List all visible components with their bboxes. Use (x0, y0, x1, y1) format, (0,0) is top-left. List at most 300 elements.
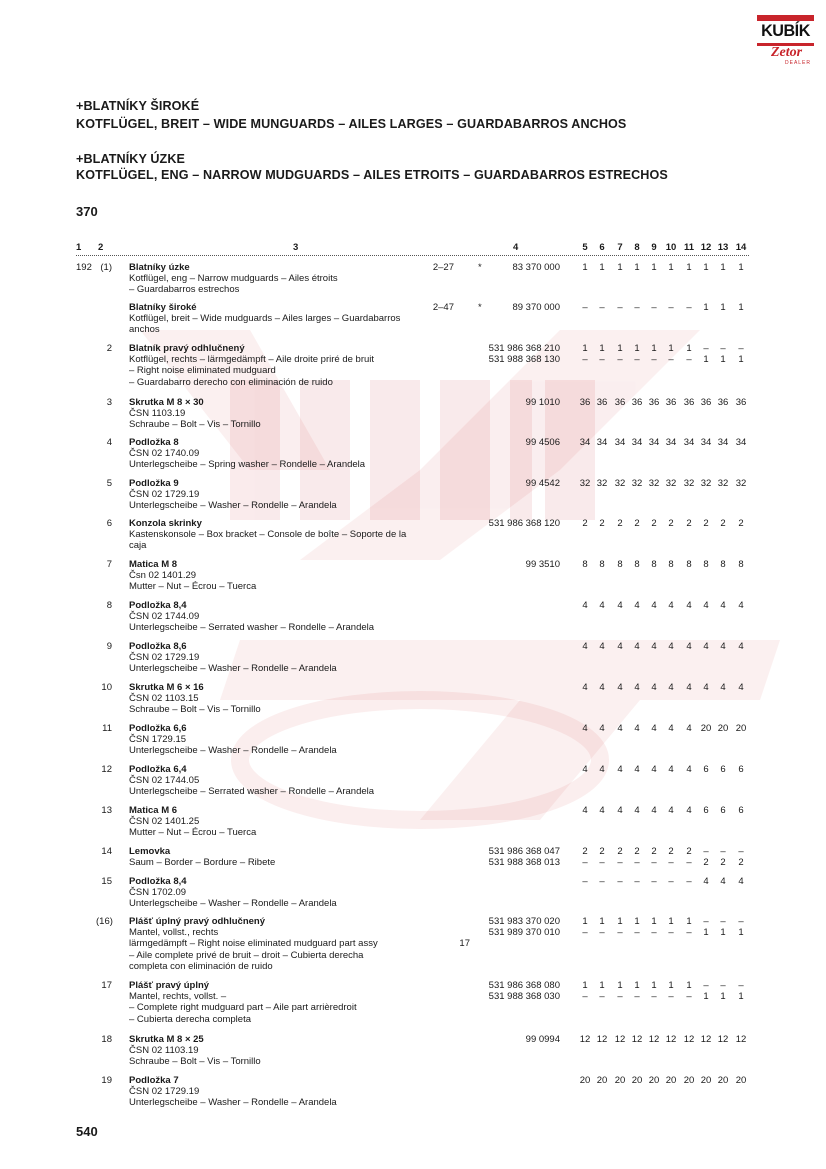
quantity-cell: 1 (599, 262, 605, 273)
quantity-cell: 34 (665, 437, 677, 448)
quantity-cell: – (599, 857, 605, 869)
quantity-cell: 4 (582, 805, 588, 816)
part-number-line: 99 1010 (525, 397, 560, 408)
part-number (458, 980, 560, 1002)
quantity-cell: 4 (651, 723, 657, 734)
quantity-cell: 1 (738, 927, 744, 939)
quantity-cell: – (582, 991, 588, 1003)
part-description-line: – Guardabarros estrechos (129, 284, 240, 296)
part-description-line: ČSN 02 1401.25 (129, 816, 200, 828)
quantity-cell: 34 (700, 437, 712, 448)
quantity-cell: 1 (686, 916, 692, 927)
quantity-cell: 36 (631, 397, 643, 408)
quantity-cell: 2 (668, 518, 674, 529)
quantity-line (576, 723, 752, 734)
quantity-cell: 2 (720, 518, 726, 529)
quantity-cell: – (686, 302, 692, 313)
row-position: 19 (101, 1075, 112, 1086)
part-number (458, 343, 560, 365)
row-position: 13 (101, 805, 112, 816)
quantity-cell: 6 (720, 764, 726, 775)
quantity-line (576, 559, 752, 570)
quantity-cell: 2 (738, 857, 744, 869)
title-line-1: +BLATNÍKY ŠIROKÉ (76, 99, 200, 113)
part-description-line: ČSN 02 1103.19 (129, 1045, 199, 1057)
quantity-cell: 2 (651, 518, 657, 529)
row-description (129, 397, 467, 431)
part-number-line: 531 988 368 130 (488, 354, 560, 366)
quantity-cell: 4 (703, 600, 709, 611)
quantity-cell: 8 (599, 559, 605, 570)
row-position: 17 (101, 980, 112, 991)
row-quantities (576, 916, 752, 938)
part-description-line: Unterlegscheibe – Serrated washer – Rondelle – Arandela (129, 622, 375, 634)
quantity-cell: – (720, 343, 726, 354)
quantity-cell: 34 (579, 437, 591, 448)
quantity-cell: 4 (634, 641, 640, 652)
quantity-cell: – (738, 343, 744, 354)
part-description-line: Unterlegscheibe – Spring washer – Rondelle – Arandela (129, 459, 366, 471)
part-name: Skrutka M 6 × 16 (129, 682, 204, 693)
quantity-cell: 12 (700, 1034, 712, 1045)
quantity-cell: 4 (738, 600, 744, 611)
quantity-cell: 2 (582, 846, 588, 857)
quantity-cell: 8 (703, 559, 709, 570)
quantity-cell: 4 (634, 764, 640, 775)
quantity-cell: 1 (668, 262, 674, 273)
row-description (129, 641, 467, 675)
part-name: Plášť pravý úplný (129, 980, 210, 991)
quantity-cell: – (738, 916, 744, 927)
part-name: Podložka 6,6 (129, 723, 187, 734)
row-position: 10 (101, 682, 112, 693)
row-quantities (576, 518, 752, 529)
quantity-cell: 1 (703, 927, 709, 939)
row-description (129, 343, 467, 388)
quantity-line (576, 857, 752, 868)
quantity-line (576, 397, 752, 408)
quantity-cell: 8 (720, 559, 726, 570)
row-quantities (576, 559, 752, 570)
quantity-cell: – (599, 354, 605, 366)
quantity-cell: 2 (599, 518, 605, 529)
quantity-cell: 20 (700, 1075, 712, 1086)
part-description-line: Mutter – Nut – Écrou – Tuerca (129, 827, 257, 839)
quantity-cell: 4 (599, 723, 605, 734)
quantity-cell: 4 (599, 764, 605, 775)
logo-dealer: DEALER (785, 60, 812, 66)
part-number (458, 1034, 560, 1045)
quantity-cell: – (634, 927, 640, 939)
quantity-cell: 1 (703, 354, 709, 366)
row-quantities (576, 1034, 752, 1045)
qty-header-12: 12 (700, 242, 712, 253)
part-description-line: anchos (129, 324, 160, 336)
row-quantities (576, 302, 752, 313)
quantity-cell: 4 (634, 600, 640, 611)
quantity-cell: 1 (582, 262, 588, 273)
title-line-4: KOTFLÜGEL, ENG – NARROW MUDGUARDS – AILES ETROITS – GUARDABARROS ESTRECHOS (76, 168, 668, 182)
quantity-cell: – (651, 876, 657, 887)
quantity-cell: 36 (648, 397, 660, 408)
quantity-cell: 1 (651, 980, 657, 991)
quantity-cell: – (668, 876, 674, 887)
qty-header-11: 11 (683, 242, 695, 253)
quantity-cell: 8 (668, 559, 674, 570)
quantity-cell: – (686, 991, 692, 1003)
row-note: 2–27 (432, 262, 454, 273)
quantity-cell: 34 (717, 437, 729, 448)
quantity-cell: 4 (582, 600, 588, 611)
part-description-line: Unterlegscheibe – Washer – Rondelle – Arandela (129, 898, 337, 910)
quantity-cell: 4 (668, 805, 674, 816)
row-quantities (576, 876, 752, 887)
quantity-cell: 12 (683, 1034, 695, 1045)
quantity-cell: 2 (617, 846, 623, 857)
quantity-cell: 4 (738, 641, 744, 652)
quantity-cell: – (703, 980, 709, 991)
quantity-cell: 4 (617, 600, 623, 611)
quantity-cell: – (599, 302, 605, 313)
page-number: 540 (76, 1124, 98, 1139)
row-quantities (576, 980, 752, 1002)
part-number-line: 531 986 368 210 (488, 343, 560, 354)
part-name: Matica M 8 (129, 559, 178, 570)
part-description-line: ČSN 02 1744.09 (129, 611, 200, 623)
quantity-cell: 1 (599, 343, 605, 354)
quantity-cell: 1 (617, 343, 623, 354)
quantity-cell: 4 (686, 600, 692, 611)
quantity-cell: 4 (668, 600, 674, 611)
quantity-cell: 32 (579, 478, 591, 489)
quantity-line (576, 991, 752, 1002)
quantity-cell: 1 (686, 980, 692, 991)
qty-header-13: 13 (717, 242, 729, 253)
row-position: (1) (100, 262, 112, 273)
quantity-cell: – (599, 927, 605, 939)
quantity-line (576, 805, 752, 816)
quantity-cell: – (686, 857, 692, 869)
quantity-cell: 1 (617, 262, 623, 273)
part-name: Matica M 6 (129, 805, 178, 816)
part-description-line: – Guardabarro derecho con eliminación de ruido (129, 376, 333, 388)
quantity-cell: 12 (648, 1034, 660, 1045)
quantity-line (576, 600, 752, 611)
quantity-cell: – (582, 354, 588, 366)
quantity-cell: – (617, 927, 623, 939)
qty-header-5: 5 (582, 242, 588, 253)
quantity-cell: 1 (617, 916, 623, 927)
row-position: 3 (106, 397, 112, 408)
quantity-cell: 4 (668, 764, 674, 775)
row-quantities (576, 764, 752, 775)
quantity-cell: 12 (579, 1034, 591, 1045)
quantity-cell: 4 (686, 682, 692, 693)
quantity-cell: 8 (617, 559, 623, 570)
part-description-line: ČSN 02 1103.15 (129, 693, 199, 705)
row-description (129, 478, 467, 512)
quantity-cell: – (599, 991, 605, 1003)
quantity-cell: 4 (686, 764, 692, 775)
row-description (129, 437, 467, 471)
quantity-cell: 32 (631, 478, 643, 489)
quantity-cell: 32 (648, 478, 660, 489)
quantity-cell: – (668, 354, 674, 366)
quantity-cell: 6 (703, 805, 709, 816)
quantity-cell: 2 (668, 846, 674, 857)
qty-header-10: 10 (665, 242, 677, 253)
part-description-line: Kotflügel, rechts – lärmgedämpft – Aile droite priré de bruit (129, 354, 375, 366)
quantity-line (576, 262, 752, 273)
row-description (129, 682, 467, 716)
part-description-line: – Right noise eliminated mudguard (129, 365, 276, 377)
quantity-cell: 32 (596, 478, 608, 489)
row-position: 11 (102, 723, 112, 734)
quantity-line (576, 927, 752, 938)
quantity-cell: 36 (735, 397, 747, 408)
quantity-cell: – (582, 876, 588, 887)
title-line-3: +BLATNÍKY ÚZKE (76, 152, 186, 166)
quantity-cell: 36 (700, 397, 712, 408)
title-line-2: KOTFLÜGEL, BREIT – WIDE MUNGUARDS – AILES LARGES – GUARDABARROS ANCHOS (76, 117, 627, 131)
part-description-line: ČSN 02 1744.05 (129, 775, 200, 787)
quantity-line (576, 764, 752, 775)
quantity-cell: – (668, 857, 674, 869)
quantity-cell: 20 (648, 1075, 660, 1086)
part-description-line: Saum – Border – Bordure – Ribete (129, 857, 276, 869)
quantity-cell: 20 (735, 723, 747, 734)
part-description-line: ČSN 02 1729.19 (129, 652, 200, 664)
quantity-cell: – (599, 876, 605, 887)
quantity-cell: 4 (582, 764, 588, 775)
quantity-cell: 34 (735, 437, 747, 448)
quantity-cell: 2 (634, 518, 640, 529)
quantity-cell: – (634, 857, 640, 869)
part-number (458, 846, 560, 868)
part-description-line: Unterlegscheibe – Washer – Rondelle – Arandela (129, 1097, 337, 1109)
quantity-cell: 4 (651, 682, 657, 693)
part-number (458, 478, 560, 489)
part-description-line: Mutter – Nut – Écrou – Tuerca (129, 581, 257, 593)
logo-zetor: Zetor (770, 45, 803, 60)
quantity-cell: 2 (703, 857, 709, 869)
row-quantities (576, 805, 752, 816)
row-position: 12 (101, 764, 112, 775)
part-description-line: Unterlegscheibe – Serrated washer – Rondelle – Arandela (129, 786, 375, 798)
quantity-cell: – (617, 302, 623, 313)
row-position: 2 (106, 343, 112, 354)
quantity-cell: 4 (582, 682, 588, 693)
part-description-line: caja (129, 540, 147, 552)
quantity-cell: – (686, 354, 692, 366)
row-quantities (576, 1075, 752, 1086)
quantity-cell: 4 (720, 600, 726, 611)
quantity-cell: 36 (579, 397, 591, 408)
part-number-line: 531 989 370 010 (488, 927, 560, 939)
part-name: Podložka 8,4 (129, 876, 187, 887)
quantity-cell: 34 (614, 437, 626, 448)
row-position: 14 (101, 846, 112, 857)
part-name: Podložka 7 (129, 1075, 179, 1086)
row-position: (16) (96, 916, 113, 927)
row-quantities (576, 343, 752, 365)
row-quantities (576, 641, 752, 652)
row-description (129, 764, 467, 798)
qty-header-6: 6 (599, 242, 605, 253)
quantity-cell: – (703, 343, 709, 354)
quantity-line (576, 876, 752, 887)
part-description-line: Mantel, vollst., rechts (129, 927, 219, 939)
part-number-line: 531 986 368 080 (488, 980, 560, 991)
row-note: 17 (459, 938, 470, 949)
quantity-cell: – (634, 302, 640, 313)
part-number (458, 559, 560, 570)
part-name: Podložka 8,4 (129, 600, 187, 611)
quantity-cell: – (738, 980, 744, 991)
part-description-line: Kastenskonsole – Box bracket – Console de boîte – Soporte de la (129, 529, 407, 541)
quantity-cell: 4 (720, 876, 726, 887)
row-position: 8 (106, 600, 112, 611)
quantity-cell: – (668, 927, 674, 939)
part-description-line: completa con eliminación de ruido (129, 960, 273, 972)
quantity-cell: 4 (617, 805, 623, 816)
quantity-cell: 4 (599, 641, 605, 652)
row-description (129, 600, 467, 634)
quantity-cell: 4 (651, 805, 657, 816)
part-description-line: Schraube – Bolt – Vis – Tornillo (129, 704, 261, 716)
quantity-cell: 20 (717, 1075, 729, 1086)
quantity-cell: 20 (735, 1075, 747, 1086)
quantity-cell: 2 (703, 518, 709, 529)
quantity-line (576, 354, 752, 365)
quantity-cell: 32 (683, 478, 695, 489)
row-ref: 192 (76, 262, 92, 273)
part-description-line: Unterlegscheibe – Washer – Rondelle – Arandela (129, 500, 337, 512)
quantity-cell: 1 (599, 916, 605, 927)
part-number (458, 302, 560, 313)
quantity-cell: 1 (720, 354, 726, 366)
quantity-cell: 1 (738, 991, 744, 1003)
part-description-line: Unterlegscheibe – Washer – Rondelle – Arandela (129, 663, 337, 675)
row-description (129, 876, 467, 910)
quantity-line (576, 478, 752, 489)
quantity-cell: – (651, 927, 657, 939)
quantity-cell: 4 (738, 682, 744, 693)
quantity-cell: 1 (668, 916, 674, 927)
col-header-3: 3 (293, 242, 299, 253)
quantity-cell: 1 (582, 916, 588, 927)
quantity-line (576, 1075, 752, 1086)
row-quantities (576, 262, 752, 273)
part-description-line: ČSN 02 1729.19 (129, 489, 200, 501)
quantity-line (576, 1034, 752, 1045)
quantity-cell: 36 (683, 397, 695, 408)
part-name: Podložka 9 (129, 478, 179, 489)
quantity-line (576, 302, 752, 313)
part-description-line: Mantel, rechts, vollst. – (129, 991, 227, 1003)
part-description-line: Unterlegscheibe – Washer – Rondelle – Arandela (129, 745, 337, 757)
part-number (458, 397, 560, 408)
kubik-zetor-logo (757, 15, 814, 67)
quantity-cell: 36 (614, 397, 626, 408)
quantity-cell: 4 (651, 641, 657, 652)
part-description-line: Kotflügel, eng – Narrow mudguards – Ailes étroits (129, 273, 338, 285)
row-quantities (576, 437, 752, 448)
quantity-cell: 1 (738, 302, 744, 313)
part-number-line: 531 983 370 020 (488, 916, 560, 927)
quantity-cell: – (651, 857, 657, 869)
quantity-cell: 12 (614, 1034, 626, 1045)
row-star-marker: * (478, 262, 482, 273)
row-position: 5 (106, 478, 112, 489)
part-name: Skrutka M 8 × 30 (129, 397, 204, 408)
part-description-line: ČSN 1729.15 (129, 734, 187, 746)
qty-header-7: 7 (617, 242, 623, 253)
quantity-cell: 1 (686, 343, 692, 354)
quantity-cell: 2 (634, 846, 640, 857)
quantity-cell: 1 (634, 980, 640, 991)
part-description-line: ČSN 1103.19 (129, 408, 186, 420)
part-description-line: lärmgedämpft – Right noise eliminated mudguard part assy (129, 938, 378, 950)
quantity-cell: 1 (617, 980, 623, 991)
quantity-cell: 32 (614, 478, 626, 489)
part-description-line: – Complete right mudguard part – Aile part arrièredroit (129, 1002, 357, 1014)
quantity-cell: 1 (582, 343, 588, 354)
quantity-cell: 1 (582, 980, 588, 991)
quantity-cell: 36 (596, 397, 608, 408)
quantity-cell: – (686, 927, 692, 939)
quantity-cell: 4 (738, 876, 744, 887)
quantity-cell: 2 (720, 857, 726, 869)
quantity-cell: – (720, 980, 726, 991)
row-note: 2–47 (432, 302, 454, 313)
part-number-line: 99 3510 (525, 559, 560, 570)
quantity-cell: 4 (599, 805, 605, 816)
quantity-cell: 1 (668, 343, 674, 354)
quantity-cell: 20 (700, 723, 712, 734)
quantity-cell: 1 (738, 354, 744, 366)
quantity-cell: 1 (634, 343, 640, 354)
part-name: Plášť úplný pravý odhlučnený (129, 916, 266, 927)
part-name: Konzola skrinky (129, 518, 202, 529)
quantity-cell: 2 (582, 518, 588, 529)
quantity-cell: 4 (617, 723, 623, 734)
quantity-cell: 20 (614, 1075, 626, 1086)
quantity-cell: – (634, 354, 640, 366)
row-description (129, 916, 467, 972)
quantity-cell: 34 (596, 437, 608, 448)
quantity-cell: 6 (738, 764, 744, 775)
quantity-cell: 1 (703, 262, 709, 273)
part-number (458, 262, 560, 273)
quantity-cell: 8 (634, 559, 640, 570)
quantity-cell: 4 (634, 723, 640, 734)
row-quantities (576, 397, 752, 408)
row-star-marker: * (478, 302, 482, 313)
part-description-line: ČSN 1702.09 (129, 887, 187, 899)
quantity-cell: 32 (665, 478, 677, 489)
quantity-cell: 8 (738, 559, 744, 570)
quantity-cell: 1 (720, 262, 726, 273)
quantity-cell: 4 (703, 682, 709, 693)
row-quantities (576, 478, 752, 489)
row-description (129, 1034, 467, 1068)
quantity-cell: 1 (651, 262, 657, 273)
qty-header-14: 14 (735, 242, 747, 253)
quantity-cell: 4 (599, 600, 605, 611)
section-number: 370 (76, 204, 98, 219)
quantity-cell: – (651, 302, 657, 313)
